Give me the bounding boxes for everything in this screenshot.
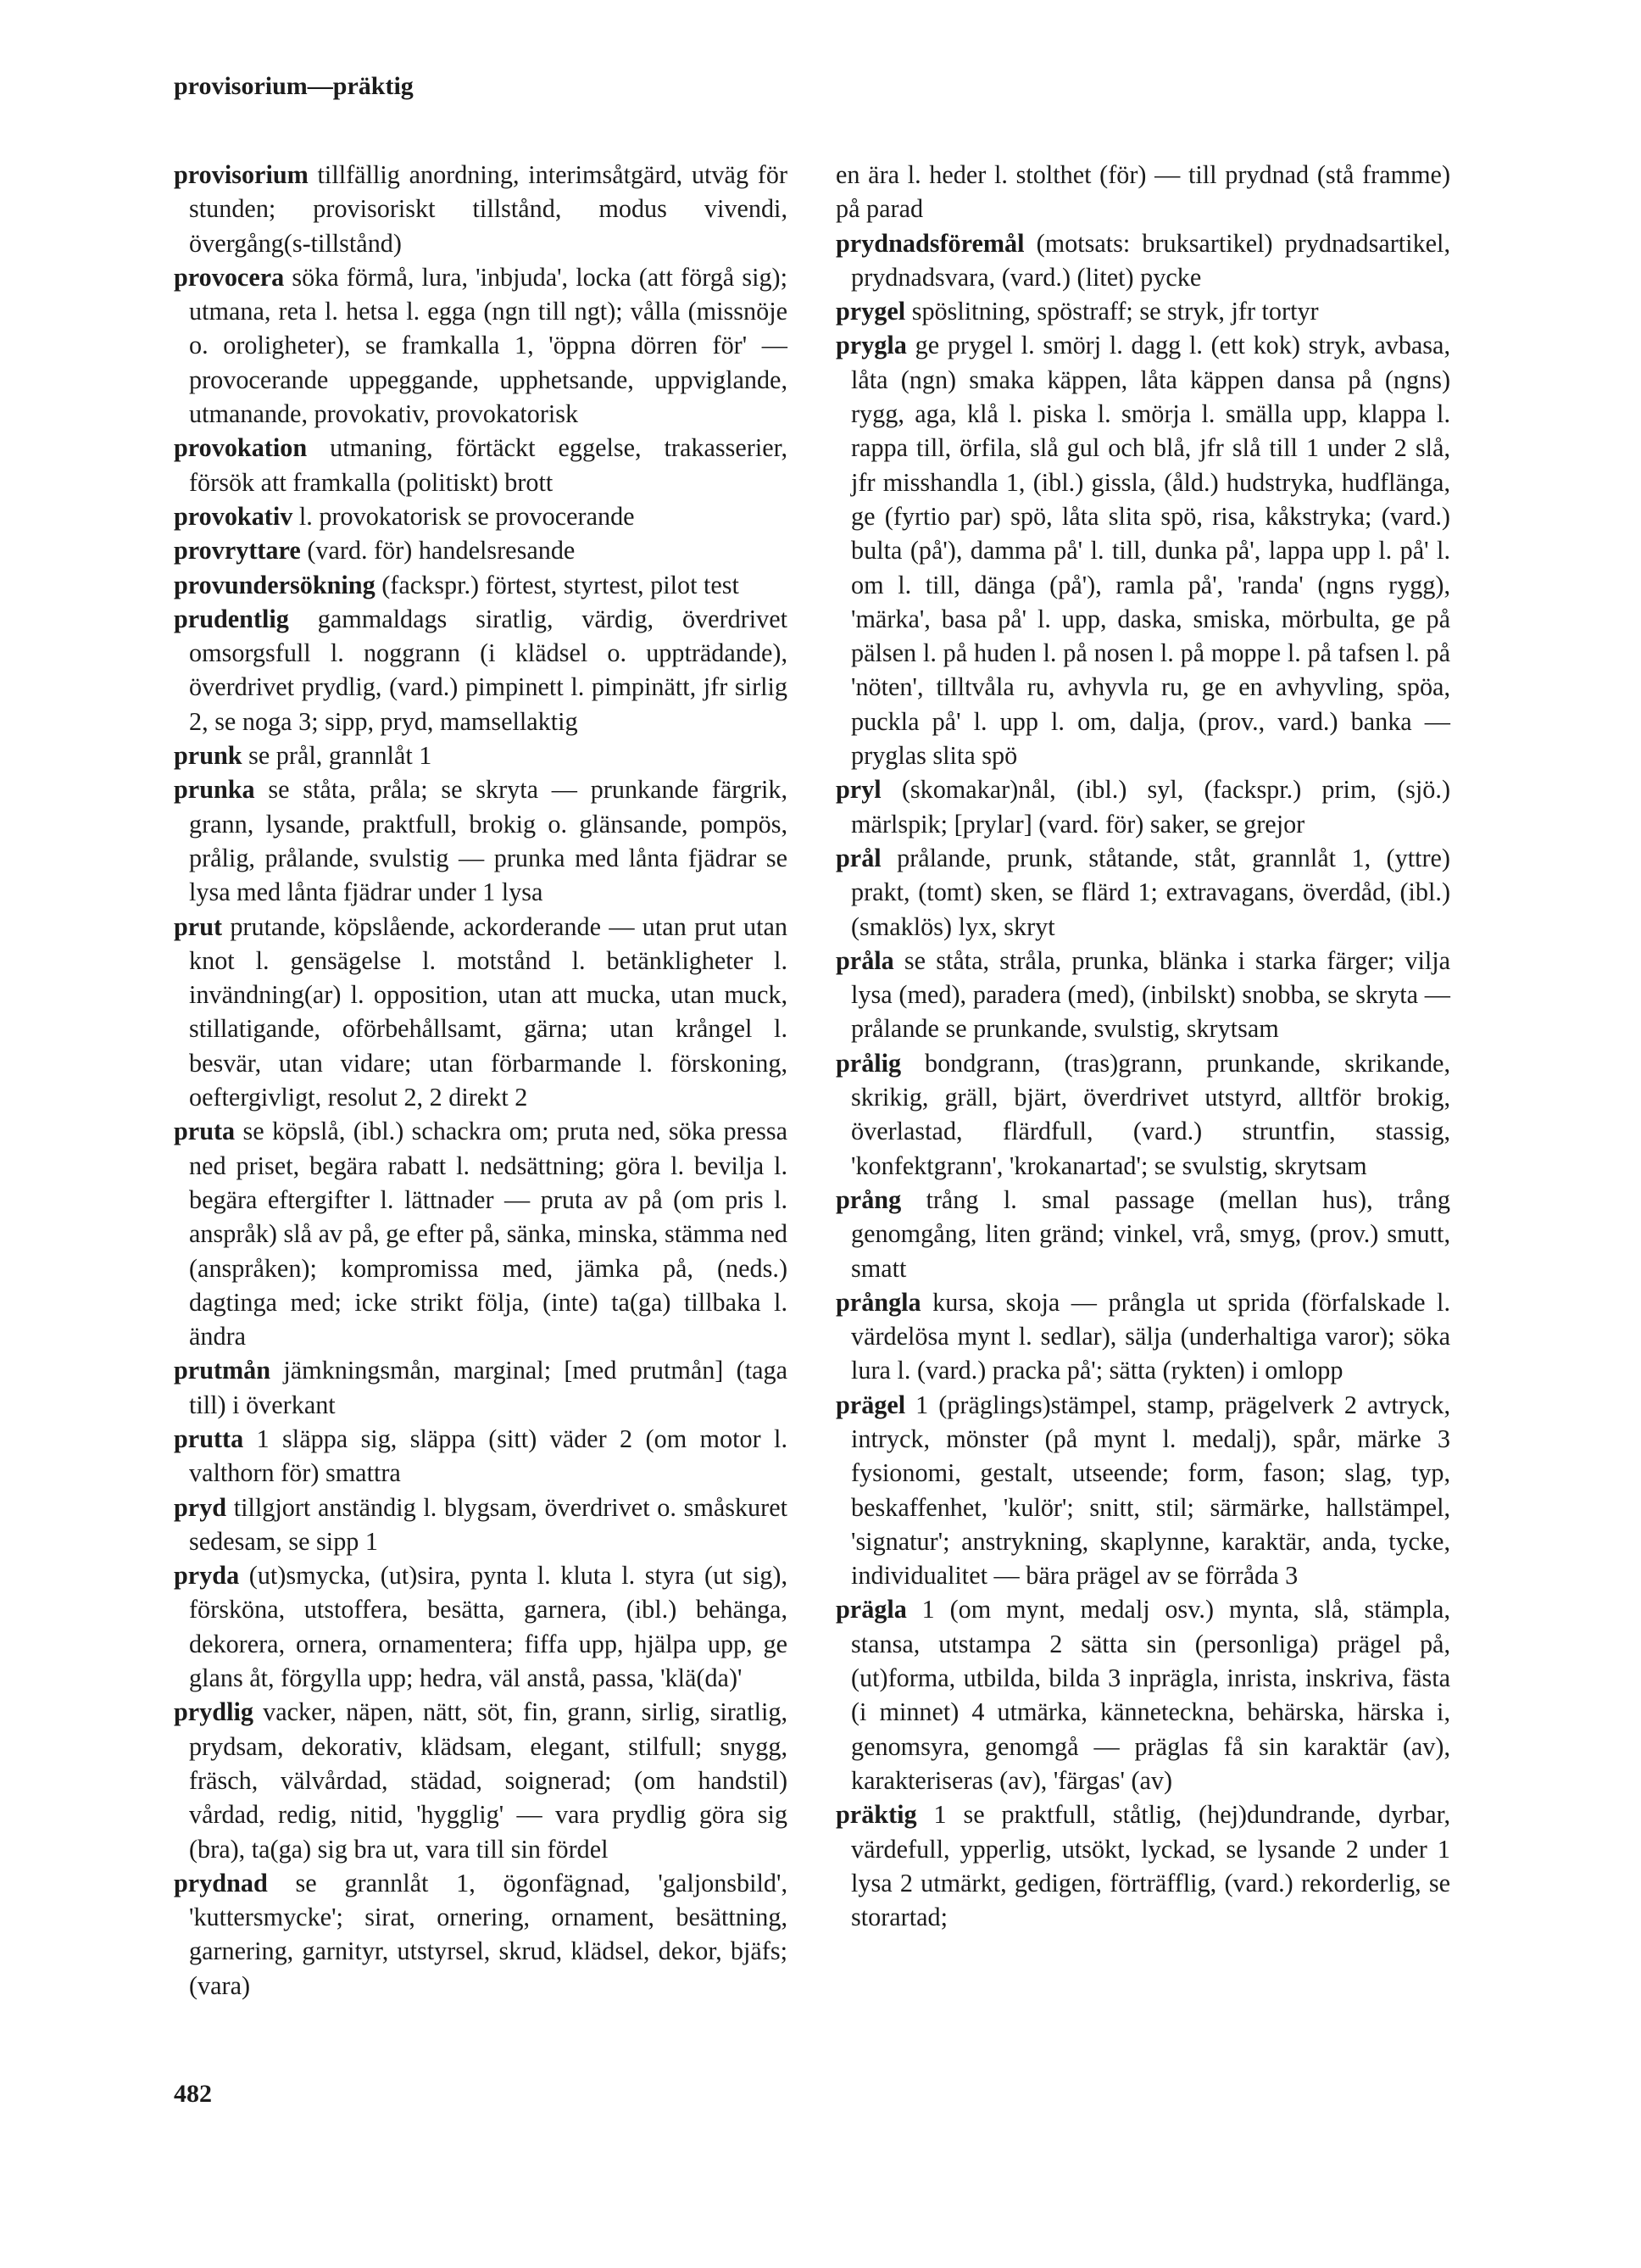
dictionary-entry — [836, 1592, 1450, 1797]
entry-headword: prunka — [174, 775, 255, 805]
dictionary-entry — [174, 1558, 787, 1695]
dictionary-entry — [174, 738, 787, 772]
entry-definition: l. provokatorisk se provocerande — [292, 501, 635, 531]
entry-definition: spöslitning, spöstraff; se stryk, jfr tortyr — [905, 297, 1319, 326]
entry-headword: prålig — [836, 1048, 902, 1078]
entry-definition: prålande, prunk, ståtande, ståt, grannlåt 1, (yttre) prakt, (tomt) sken, se flärd 1; extravagans, överdåd, (ibl.) (smaklös) lyx, skryt — [851, 843, 1450, 941]
entry-definition: ge prygel l. smörj l. dagg l. (ett kok) stryk, avbasa, låta (ngn) smaka käppen, låta käppen dansa på (ngns) rygg, aga, klå l. piska l. smörja l. smälla upp, klappa l. rappa till, örfila, slå gul och blå, jfr slå till 1 under 2 slå, jfr misshandla 1, (ibl.) gissla, (åld.) hudstryka, hudflänga, ge (fyrtio par) spö, låta slita spö, risa, kåkstryka; (vard.) bulta (på'), damma på' l. till, dunka på', lappa upp l. på' l. om l. till, dänga (på'), ramla på', 'randa' (ngns rygg), 'märka', basa på' l. upp, daska, smiska, mörbulta, ge på pälsen l. på huden l. på nosen l. på moppe l. på tafsen l. på 'nöten', tilltvåla ru, avhyvla ru, ge en avhyvling, spöa, puckla på' l. upp l. om, dalja, (prov., vard.) banka — pryglas slita spö — [851, 331, 1450, 771]
entry-headword: provryttare — [174, 536, 301, 566]
entry-definition: se prål, grannlåt 1 — [242, 741, 432, 771]
entry-definition: utmaning, förtäckt eggelse, trakasserier, försök att framkalla (politiskt) brott — [189, 433, 787, 497]
dictionary-entry — [836, 841, 1450, 944]
entry-headword: provocera — [174, 262, 285, 292]
dictionary-entry — [836, 328, 1450, 772]
dictionary-entry — [836, 772, 1450, 841]
entry-headword: pryl — [836, 775, 882, 805]
left-column — [174, 158, 787, 2003]
dictionary-entry — [836, 1046, 1450, 1183]
running-head: provisorium—präktig — [174, 72, 414, 100]
entry-definition: (ut)smycka, (ut)sira, pynta l. kluta l. styra (ut sig), försköna, utstoffera, besätta, garnera, (ibl.) behänga, dekorera, ornera, ornamentera; fiffa upp, hjälpa upp, ge glans åt, förgylla upp; hedra, väl anstå, passa, 'klä(da)' — [189, 1561, 787, 1693]
entry-headword: provokation — [174, 433, 308, 463]
dictionary-entry — [174, 602, 787, 738]
entry-headword: prunk — [174, 741, 242, 771]
entry-definition: se ståta, pråla; se skryta — prunkande färgrik, grann, lysande, praktfull, brokig o. glänsande, pompös, prålig, prålande, svulstig — prunka med lånta fjädrar se lysa med lånta fjädrar under 1 lysa — [189, 775, 787, 907]
dictionary-entry — [174, 1114, 787, 1353]
entry-definition: jämkningsmån, marginal; [med prutmån] (taga till) i överkant — [189, 1356, 787, 1419]
dictionary-entry — [174, 910, 787, 1115]
entry-headword: pryd — [174, 1492, 227, 1522]
entry-headword: provokativ — [174, 501, 293, 531]
dictionary-entry — [174, 772, 787, 909]
entry-definition: trång l. smal passage (mellan hus), trång genomgång, liten gränd; vinkel, vrå, smyg, (prov.) smutt, smatt — [851, 1184, 1450, 1283]
entry-headword: prydnadsföremål — [836, 228, 1025, 258]
entry-definition: söka förmå, lura, 'inbjuda', locka (att förgå sig); utmana, reta l. hetsa l. egga (ngn till ngt); vålla (missnöje o. oroligheter), se framkalla 1, 'öppna dörren för' — provocerande uppeggande, upphetsande, uppviglande, utmanande, provokativ, provokatorisk — [189, 262, 787, 429]
entry-headword: provisorium — [174, 160, 309, 189]
dictionary-entry — [174, 499, 787, 533]
entry-definition: vacker, näpen, nätt, söt, fin, grann, sirlig, siratlig, prydsam, dekorativ, klädsam, elegant, stilfull; snygg, fräsch, välvårdad, städad, soignerad; (om handstil) vårdad, redig, nitid, 'hygglig' — vara prydlig göra sig (bra), ta(ga) sig bra ut, vara till sin fördel — [189, 1697, 787, 1864]
entry-definition: se köpslå, (ibl.) schackra om; pruta ned, söka pressa ned priset, begära rabatt l. nedsättning; göra l. bevilja l. begära eftergifter l. lättnader — pruta av på (om pris l. anspråk) slå av på, ge efter på, sänka, minska, stämma ned (anspråken); kompromissa med, jämka på, (neds.) dagtinga med; icke strikt följa, (inte) ta(ga) tillbaka l. ändra — [189, 1117, 787, 1351]
entry-headword: prägla — [836, 1595, 907, 1624]
dictionary-entry — [836, 294, 1450, 328]
entry-headword: prygla — [836, 331, 907, 360]
entry-definition: (fackspr.) förtest, styrtest, pilot test — [375, 570, 739, 599]
dictionary-entry — [836, 1388, 1450, 1593]
entry-headword: provundersökning — [174, 570, 375, 599]
dictionary-entry — [836, 1183, 1450, 1285]
entry-headword: prygel — [836, 297, 906, 326]
entry-definition: (skomakar)nål, (ibl.) syl, (fackspr.) prim, (sjö.) märlspik; [prylar] (vard. för) saker, se grejor — [851, 775, 1450, 839]
entry-headword: prägel — [836, 1390, 906, 1419]
dictionary-entry — [174, 431, 787, 499]
entry-headword: prudentlig — [174, 604, 289, 633]
dictionary-entry — [174, 260, 787, 431]
right-column — [836, 158, 1450, 1934]
entry-definition: 1 se praktfull, ståtlig, (hej)dundrande, dyrbar, värdefull, ypperlig, utsökt, lyckad, se lysande 2 under 1 lysa 2 utmärkt, gedigen, förträfflig, (vard.) rekorderlig, se storartad; — [851, 1800, 1450, 1932]
page-number: 482 — [174, 2080, 212, 2108]
dictionary-entry — [174, 568, 787, 602]
entry-headword: pruta — [174, 1117, 236, 1146]
entry-definition: gammaldags siratlig, värdig, överdrivet omsorgsfull l. noggrann (i klädsel o. uppträdande), överdrivet prydlig, (vard.) pimpinett l. pimpinätt, jfr sirlig 2, se noga 3; sipp, pryd, mamsellaktig — [189, 604, 787, 736]
entry-definition: bondgrann, (tras)grann, prunkande, skrikande, skrikig, gräll, bjärt, överdrivet utstyrd, alltför brokig, överlastad, flärdfull, (vard.) struntfin, stassig, 'konfektgrann', 'krokanartad'; se svulstig, skrytsam — [851, 1048, 1450, 1180]
entry-definition: (vard. för) handelsresande — [300, 536, 576, 566]
entry-headword: prut — [174, 911, 223, 941]
entry-headword: prutta — [174, 1424, 244, 1453]
entry-headword: prydnad — [174, 1868, 268, 1897]
entry-headword: prydlig — [174, 1697, 253, 1727]
dictionary-entry — [836, 158, 1450, 226]
dictionary-entry — [174, 1695, 787, 1865]
entry-headword: präktig — [836, 1800, 917, 1830]
entry-definition: en ära l. heder l. stolthet (för) — till prydnad (stå framme) på parad — [836, 160, 1450, 224]
dictionary-entry — [836, 1797, 1450, 1934]
entry-definition: (motsats: bruksartikel) prydnadsartikel, prydnadsvara, (vard.) (litet) pycke — [851, 228, 1450, 292]
dictionary-entry — [174, 1353, 787, 1422]
dictionary-entry — [836, 1285, 1450, 1388]
entry-definition: se ståta, stråla, prunka, blänka i starka färger; vilja lysa (med), paradera (med), (inbilskt) snobba, se skryta — prålande se prunkande, svulstig, skrytsam — [851, 945, 1450, 1044]
dictionary-entry — [174, 1491, 787, 1559]
entry-definition: 1 släppa sig, släppa (sitt) väder 2 (om motor l. valthorn för) smattra — [189, 1424, 787, 1488]
entry-definition: prutande, köpslående, ackorderande — utan prut utan knot l. gensägelse l. motstånd l. betänkligheter l. invändning(ar) l. opposition, utan att mucka, utan muck, stillatigande, oförbehållsamt, gärna; utan krångel l. besvär, utan vidare; utan förbarmande l. förskoning, oeftergivligt, resolut 2, 2 direkt 2 — [189, 911, 787, 1112]
entry-definition: tillgjort anständig l. blygsam, överdrivet o. småskuret sedesam, se sipp 1 — [189, 1492, 787, 1556]
entry-definition: 1 (om mynt, medalj osv.) mynta, slå, stämpla, stansa, utstampa 2 sätta sin (personliga) prägel på, (ut)forma, utbilda, bilda 3 inprägla, inrista, inskriva, fästa (i minnet) 4 utmärka, känneteckna, behärska, härska i, genomsyra, genomgå — präglas få sin karaktär (av), karakteriseras (av), 'färgas' (av) — [851, 1595, 1450, 1795]
entry-definition: 1 (präglings)stämpel, stamp, prägelverk 2 avtryck, intryck, mönster (på mynt l. medalj), spår, märke 3 fysionomi, gestalt, utseende; form, fason; slag, typ, beskaffenhet, 'kulör'; snitt, stil; särmärke, hallstämpel, 'signatur'; anstrykning, skaplynne, karaktär, anda, tycke, individualitet — bära prägel av se förråda 3 — [851, 1390, 1450, 1591]
dictionary-entry — [174, 158, 787, 260]
entry-headword: pråla — [836, 945, 894, 975]
entry-headword: prål — [836, 843, 882, 872]
entry-headword: prutmån — [174, 1356, 271, 1385]
entry-definition: tillfällig anordning, interimsåtgärd, utväg för stunden; provisoriskt tillstånd, modus vivendi, övergång(s-tillstånd) — [189, 160, 787, 258]
dictionary-entry — [174, 1422, 787, 1491]
entry-definition: kursa, skoja — prångla ut sprida (förfalskade l. värdelösa mynt l. sedlar), sälja (underhaltiga varor); söka lura l. (vard.) pracka på'; sätta (rykten) i omlopp — [851, 1287, 1450, 1385]
dictionary-entry — [836, 944, 1450, 1046]
entry-definition: se grannlåt 1, ögonfägnad, 'galjonsbild', 'kuttersmycke'; sirat, ornering, ornament, besättning, garnering, garnityr, utstyrsel, skrud, klädsel, dekor, bjäfs; (vara) — [189, 1868, 787, 2000]
dictionary-entry — [836, 226, 1450, 295]
dictionary-entry — [174, 533, 787, 567]
entry-headword: prång — [836, 1184, 902, 1214]
dictionary-entry — [174, 1866, 787, 2003]
entry-headword: prångla — [836, 1287, 921, 1317]
entry-headword: pryda — [174, 1561, 240, 1591]
